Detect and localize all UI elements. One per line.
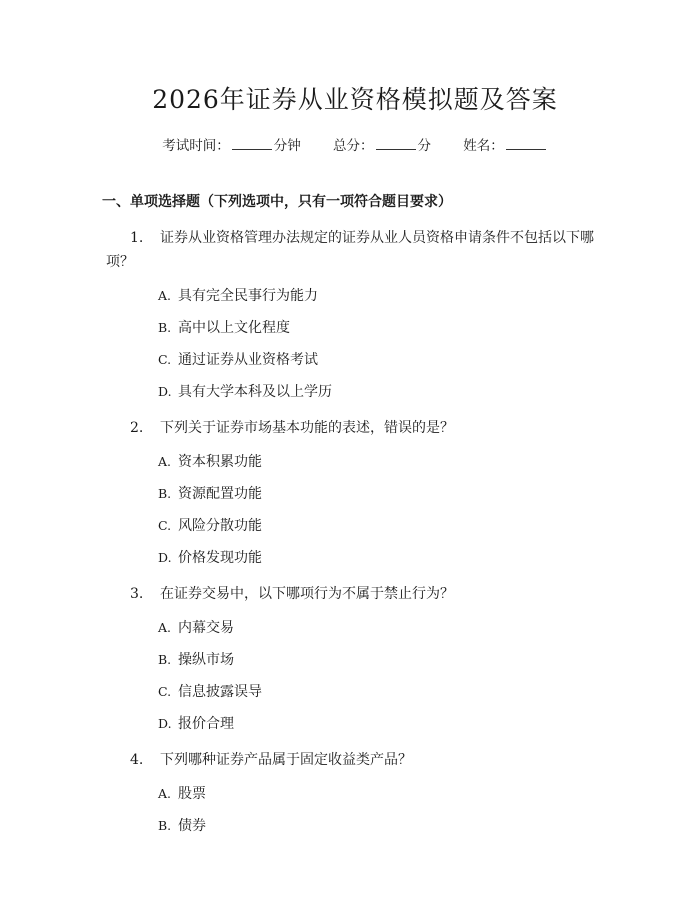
total-score-blank [376, 137, 416, 150]
option-text: 股票 [178, 786, 206, 802]
option-text: 报价合理 [178, 716, 234, 732]
option-text: 内幕交易 [178, 620, 234, 636]
option-item [106, 382, 604, 402]
exam-time-blank [232, 137, 272, 150]
option-item [106, 618, 604, 638]
question-1 [106, 226, 604, 274]
question-stem [106, 748, 604, 772]
option-text: 信息披露误导 [178, 684, 262, 700]
option-letter: B. [158, 320, 172, 335]
question-4 [106, 748, 604, 772]
exam-time-unit: 分钟 [273, 138, 301, 154]
question-number: 3. [130, 586, 144, 602]
option-text: 风险分散功能 [178, 518, 262, 534]
option-item [106, 816, 604, 836]
option-letter: B. [158, 652, 172, 667]
option-letter: D. [158, 384, 172, 399]
question-stem [106, 582, 604, 606]
option-item [106, 714, 604, 734]
option-letter: C. [158, 518, 172, 533]
option-letter: C. [158, 352, 172, 367]
option-letter: D. [158, 716, 172, 731]
question-3 [106, 582, 604, 606]
option-letter: B. [158, 818, 172, 833]
question-2 [106, 416, 604, 440]
option-item [106, 516, 604, 536]
document-title: 2026年证券从业资格模拟题及答案 [152, 85, 558, 114]
section-heading: 一、单项选择题（下列选项中，只有一项符合题目要求） [102, 194, 452, 210]
question-stem [106, 226, 604, 274]
option-text: 具有大学本科及以上学历 [178, 384, 332, 400]
exam-time-field [162, 136, 301, 156]
option-text: 债券 [178, 818, 206, 834]
option-letter: B. [158, 486, 172, 501]
total-score-label: 总分： [333, 138, 374, 154]
option-letter: A. [158, 786, 172, 801]
question-text: 下列哪种证券产品属于固定收益类产品？ [160, 752, 412, 768]
option-letter: A. [158, 288, 172, 303]
total-score-unit: 分 [417, 138, 431, 154]
option-item [106, 548, 604, 568]
option-item [106, 318, 604, 338]
question-text: 证券从业资格管理办法规定的证券从业人员资格申请条件不包括以下哪项？ [106, 230, 594, 270]
option-letter: C. [158, 684, 172, 699]
exam-meta [106, 136, 604, 156]
exam-time-label: 考试时间： [162, 138, 230, 154]
option-item [106, 452, 604, 472]
name-blank [506, 137, 546, 150]
option-text: 价格发现功能 [178, 550, 262, 566]
option-text: 通过证券从业资格考试 [178, 352, 318, 368]
total-score-field [333, 136, 431, 156]
option-item [106, 650, 604, 670]
question-number: 2. [130, 420, 144, 436]
name-label: 姓名： [463, 138, 504, 154]
option-letter: A. [158, 454, 172, 469]
question-number: 4. [130, 752, 144, 768]
option-item [106, 682, 604, 702]
option-letter: A. [158, 620, 172, 635]
option-text: 资本积累功能 [178, 454, 262, 470]
question-stem [106, 416, 604, 440]
question-text: 在证券交易中，以下哪项行为不属于禁止行为？ [160, 586, 454, 602]
option-item [106, 484, 604, 504]
option-text: 具有完全民事行为能力 [178, 288, 318, 304]
option-text: 操纵市场 [178, 652, 234, 668]
option-text: 资源配置功能 [178, 486, 262, 502]
option-item [106, 350, 604, 370]
option-item [106, 784, 604, 804]
name-field [463, 136, 548, 156]
option-item [106, 286, 604, 306]
question-text: 下列关于证券市场基本功能的表述，错误的是？ [160, 420, 454, 436]
option-text: 高中以上文化程度 [178, 320, 290, 336]
question-number: 1. [130, 230, 144, 246]
option-letter: D. [158, 550, 172, 565]
